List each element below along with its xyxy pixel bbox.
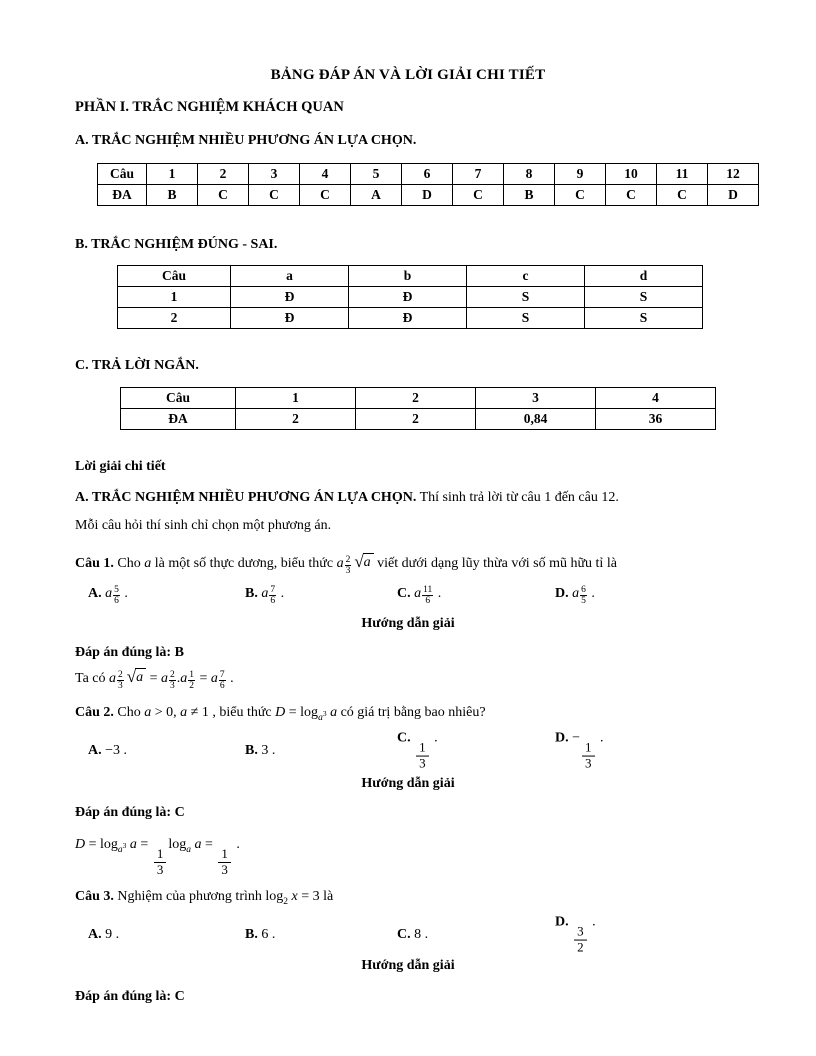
fraction: $\frac{2}{3}$ <box>345 555 351 577</box>
option-d: D. a $\frac{6}{5}$ . <box>555 585 595 607</box>
table-cell: 2 <box>118 308 231 329</box>
question-2-options <box>75 728 741 774</box>
fraction: $\frac{7}{6}$ <box>270 585 276 607</box>
table-cell: B <box>147 185 198 206</box>
fraction: $\frac{1}{3}$ <box>154 847 167 878</box>
table-cell: C <box>198 185 249 206</box>
table-cell: D <box>708 185 759 206</box>
section-a-intro-text: Thí sinh trả lời từ câu 1 đến câu 12. <box>416 490 619 505</box>
table-cell: 2 <box>356 388 476 409</box>
table-row <box>121 388 716 409</box>
table-cell: ĐA <box>121 409 236 430</box>
option-b: B. a $\frac{7}{6}$ . <box>245 585 285 607</box>
table-cell: C <box>555 185 606 206</box>
table-cell: 4 <box>596 388 716 409</box>
table-cell: Đ <box>231 287 349 308</box>
table-cell: C <box>300 185 351 206</box>
table-cell: 6 <box>402 164 453 185</box>
fraction: $\frac{5}{6}$ <box>114 585 119 607</box>
question-3-answer-line: Đáp án đúng là: C <box>75 988 185 1004</box>
table-cell: C <box>453 185 504 206</box>
solutions-heading: Lời giải chi tiết <box>75 459 166 474</box>
table-cell: 3 <box>249 164 300 185</box>
option-d: D. − $\frac{1}{3}$ . <box>555 730 604 771</box>
table-row <box>118 266 703 287</box>
fraction: $\frac{1}{3}$ <box>582 741 595 772</box>
table-cell: 5 <box>351 164 402 185</box>
mcq-answer-table <box>97 163 759 206</box>
table-cell: D <box>402 185 453 206</box>
table-cell: 8 <box>504 164 555 185</box>
question-3-statement: Câu 3. Nghiệm của phương trình $\log_2 x = 3$ là <box>75 888 334 907</box>
question-2-solution: $D = \log_{a^3} a$ = $\frac{1}{3}$ $\log_a a$ = $\frac{1}{3}$ . <box>75 837 240 877</box>
fraction: $\frac{6}{5}$ <box>581 585 586 607</box>
table-cell: a <box>231 266 349 287</box>
option-c: C. 8 . <box>397 926 429 942</box>
section-a-intro-line2: Mỗi câu hỏi thí sinh chỉ chọn một phương án. <box>75 518 332 533</box>
fraction: $\frac{2}{3}$ <box>118 670 123 692</box>
fraction: $\frac{1}{2}$ <box>189 670 195 692</box>
table-cell: Câu <box>121 388 236 409</box>
table-cell: 4 <box>300 164 351 185</box>
table-cell: C <box>249 185 300 206</box>
section-a-intro-bold: A. TRẮC NGHIỆM NHIỀU PHƯƠNG ÁN LỰA CHỌN. <box>75 490 417 505</box>
question-1-answer-line: Đáp án đúng là: B <box>75 645 184 660</box>
table-cell: B <box>504 185 555 206</box>
question-1-guide-heading: Hướng dẫn giải <box>361 616 455 631</box>
section-a-intro <box>75 490 741 506</box>
section-a-heading: A. TRẮC NGHIỆM NHIỀU PHƯƠNG ÁN LỰA CHỌN. <box>75 133 417 148</box>
table-cell: Câu <box>98 164 147 185</box>
document-title: BẢNG ĐÁP ÁN VÀ LỜI GIẢI CHI TIẾT <box>270 67 546 83</box>
table-cell: Câu <box>118 266 231 287</box>
table-cell: 1 <box>236 388 356 409</box>
table-cell: 0,84 <box>476 409 596 430</box>
section-c-heading: C. TRẢ LỜI NGẮN. <box>75 358 199 373</box>
fraction: $\frac{3}{2}$ <box>574 924 587 955</box>
table-cell: 1 <box>147 164 198 185</box>
table-cell: 7 <box>453 164 504 185</box>
short-answer-table <box>120 387 716 430</box>
fraction: $\frac{2}{3}$ <box>170 670 175 692</box>
question-3-options <box>75 912 741 958</box>
table-cell: 11 <box>657 164 708 185</box>
table-cell: 1 <box>118 287 231 308</box>
table-cell: 36 <box>596 409 716 430</box>
fraction: $\frac{7}{6}$ <box>219 670 225 692</box>
table-cell: 9 <box>555 164 606 185</box>
question-2-statement: Câu 2. Cho a > 0, a ≠ 1 , biểu thức $D = \log_{a^3} a$ có giá trị bằng bao nhiêu? <box>75 705 486 723</box>
table-cell: A <box>351 185 402 206</box>
question-3-guide-heading: Hướng dẫn giải <box>361 957 455 973</box>
table-cell: S <box>585 308 703 329</box>
table-cell: S <box>585 287 703 308</box>
table-cell: b <box>349 266 467 287</box>
section-b-heading: B. TRẮC NGHIỆM ĐÚNG - SAI. <box>75 237 278 252</box>
question-2-guide-heading: Hướng dẫn giải <box>361 776 455 791</box>
table-cell: d <box>585 266 703 287</box>
question-2-answer-line: Đáp án đúng là: C <box>75 805 185 820</box>
table-cell: S <box>467 308 585 329</box>
option-a: A. 9 . <box>88 926 120 942</box>
radical: √ a <box>354 553 373 570</box>
table-cell: 3 <box>476 388 596 409</box>
table-row <box>118 287 703 308</box>
table-cell: 10 <box>606 164 657 185</box>
radical: √ a <box>127 668 146 685</box>
table-cell: 2 <box>236 409 356 430</box>
table-cell: Đ <box>349 287 467 308</box>
table-row <box>121 409 716 430</box>
option-d: D. $\frac{3}{2}$ . <box>555 914 596 955</box>
option-b: B. 6 . <box>245 926 276 942</box>
table-row <box>118 308 703 329</box>
truefalse-answer-table <box>117 265 703 329</box>
table-cell: c <box>467 266 585 287</box>
option-a: A. a $\frac{5}{6}$ . <box>88 585 128 607</box>
question-1-solution: Ta có a $\frac{2}{3}$ √ a = a $\frac{2}{3}$ .a $\frac{1}{2}$ = a $\frac{7}{6}$ . <box>75 667 234 692</box>
table-cell: Đ <box>231 308 349 329</box>
table-cell: 2 <box>356 409 476 430</box>
table-cell: 2 <box>198 164 249 185</box>
option-c: C. a $\frac{11}{6}$ . <box>397 585 442 607</box>
table-row <box>98 185 759 206</box>
fraction: $\frac{1}{3}$ <box>218 847 231 878</box>
table-cell: C <box>606 185 657 206</box>
question-1-options <box>75 579 741 613</box>
option-b: B. 3 . <box>245 743 276 758</box>
table-cell: S <box>467 287 585 308</box>
table-cell: ĐA <box>98 185 147 206</box>
table-cell: Đ <box>349 308 467 329</box>
option-c: C. $\frac{1}{3}$ . <box>397 730 438 771</box>
table-cell: C <box>657 185 708 206</box>
fraction: $\frac{1}{3}$ <box>416 741 429 772</box>
fraction: $\frac{11}{6}$ <box>423 585 433 607</box>
question-1-statement: Câu 1. Cho a là một số thực dương, biểu thức a $\frac{2}{3}$ √ a viết dưới dạng lũy thừa với số mũ hữu tỉ là <box>75 552 617 577</box>
table-row <box>98 164 759 185</box>
part1-heading: PHẦN I. TRẮC NGHIỆM KHÁCH QUAN <box>75 99 344 115</box>
option-a: A. −3 . <box>88 743 128 758</box>
table-cell: 12 <box>708 164 759 185</box>
